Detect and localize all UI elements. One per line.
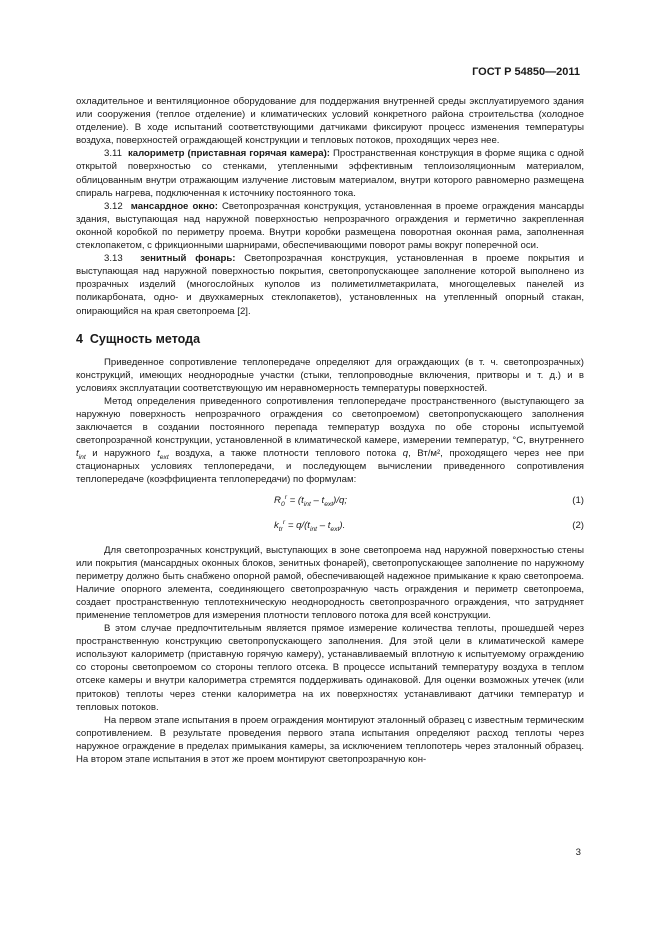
definition-term: мансардное окно: — [130, 200, 218, 212]
formula-expression: $k_{tr}^r = q/(t_{int} - t_{ext})$. — [274, 518, 346, 533]
definition-number: 3.11 — [104, 148, 122, 160]
formula-number: (2) — [572, 519, 584, 531]
definition-number: 3.13 — [104, 253, 123, 265]
definition-3-12 — [76, 200, 584, 252]
formula-number: (1) — [572, 494, 584, 506]
definition-number: 3.12 — [104, 200, 123, 212]
paragraph-3: Для светопрозрачных конструкций, выступающих в зоне светопроема над наружной поверхностью стены или покрытия (мансардных оконных блоков, зенитных фонарей), светопропускающее заполнение по наружному периметру должно быть снабжено опорной рамой, обеспечивающей надежное примыкание к краю светопроема. Наличие опорного элемента, соединяющего светопрозрачную часть ограждения и периметр светопроема, создает пространственную теплотехническую неоднородность светопрозрачного ограждения, что затрудняет применение теплометров для измерения плотности теплового потока для всей конструкции. — [76, 544, 584, 621]
formula-2 — [76, 519, 584, 535]
definition-term: зенитный фонарь: — [140, 253, 236, 265]
standard-header: ГОСТ Р 54850—2011 — [472, 66, 580, 78]
paragraph-5: На первом этапе испытания в проем ограждения монтируют эталонный образец с известным термическим сопротивлением. В результате проведения первого этапа испытания определяют расход теплоты через наружное ограждение в пределах примыкания камеры, за исключением теплопотерь через эталонный образец. На втором этапе испытания в этот же проем монтируют светопрозрачную кон- — [76, 714, 584, 766]
paragraph-4: В этом случае предпочтительным является прямое измерение количества теплоты, прошедшей через пространственную конструкцию светопропускающего заполнения. Для этой цели в климатической камере используют калориметр (приставную горячую камеру), устанавливаемый вплотную к испытуемому ограждению со стороны светопроемом со стороны теплого отсека. В процессе испытаний температуру воздуха в теплом отсеке камеры и внутри калориметра стремятся поддерживать одинаковой. Для оценки возможных утечек (или притоков) теплоты через стенки калориметра на их поверхностях устанавливают датчики температур и тепловых потоков. — [76, 623, 584, 713]
section-title: Сущность метода — [89, 331, 201, 346]
page-number: 3 — [575, 847, 581, 858]
paragraph-continuation: охладительное и вентиляционное оборудование для поддержания внутренней среды эксплуатируемого здания или сооружения (теплое отделение) и климатических условий конкретного района строительства (холодное отделение). В ходе испытаний соответствующими датчиками фиксируют процесс изменения температуры воздуха, поверхностей ограждающей конструкции и тепловых потоков, проходящих через нее. — [76, 96, 584, 147]
section-number: 4 — [76, 331, 83, 346]
definition-term: калориметр (приставная горячая камера): — [127, 148, 330, 160]
page-body — [76, 95, 584, 766]
paragraph-1: Приведенное сопротивление теплопередаче определяют для ограждающих (в т. ч. светопрозрачных) конструкций, имеющих неоднородные участки (стыки, теплопроводные включения, притворы и т. д.) и в условиях эксплуатации соответствующую им неравномерность температуры поверхностей. — [76, 356, 584, 394]
definition-text: Пространственная конструкция в форме ящика с одной открытой поверхностью со стенками, утепленными эффективным теплоизоляционным материалом, облицованным внутри отражающим излучение листовым материалом, внутри которого равномерно размещена спираль нагрева, подключенная к источнику постоянного тока. — [76, 148, 584, 199]
formula-1 — [76, 494, 584, 510]
definition-text: Светопрозрачная конструкция, установленная в проеме ограждения мансарды здания, выступающая над наружной поверхностью непрозрачного ограждения и герметично закрепленная оконной коробкой по периметру проема. Внутри коробки размещена поворотная оконная рама, заполненная стеклопакетом, с фрикционными шарнирами, обеспечивающими поворот рамы вокруг поперечной оси. — [76, 200, 584, 252]
definition-text: Светопрозрачная конструкция, установленная в проеме покрытия и выступающая над наружной поверхностью покрытия, светопропускающее заполнение которой выполнено из прозрачных изделий (многослойных куполов из полиметилметакрилата, многощелевых панелей из поликарбоната, одно- и двухкамерных стеклопакетов), установленных на утепленный опорный стакан, опирающийся на края светопроема [2]. — [76, 253, 584, 317]
formula-expression: $R_0^r = (t_{int} - t_{ext})/q$; — [274, 493, 348, 508]
section-heading — [76, 332, 584, 347]
definition-3-11 — [76, 147, 584, 199]
paragraph-2: Метод определения приведенного сопротивления теплопередаче пространственного (выступающего за наружную поверхность непрозрачного ограждения со светопроемом) светопропускающего заполнения заключается в создании постоянного перепада температур воздуха по обе стороны испытуемой светопрозрачной конструкции, установленной в климатической камере, измерении температур, °С, внутреннего $t_{int}$ и наружного $t_{ext}$ воздуха, а также плотности теплового потока q, Вт/м², проходящего через нее при стационарных условиях теплопередачи, и последующем вычислении приведенного сопротивления теплопередаче (коэффициента теплопередачи) по формулам: — [76, 395, 585, 486]
definition-3-13 — [76, 252, 584, 317]
